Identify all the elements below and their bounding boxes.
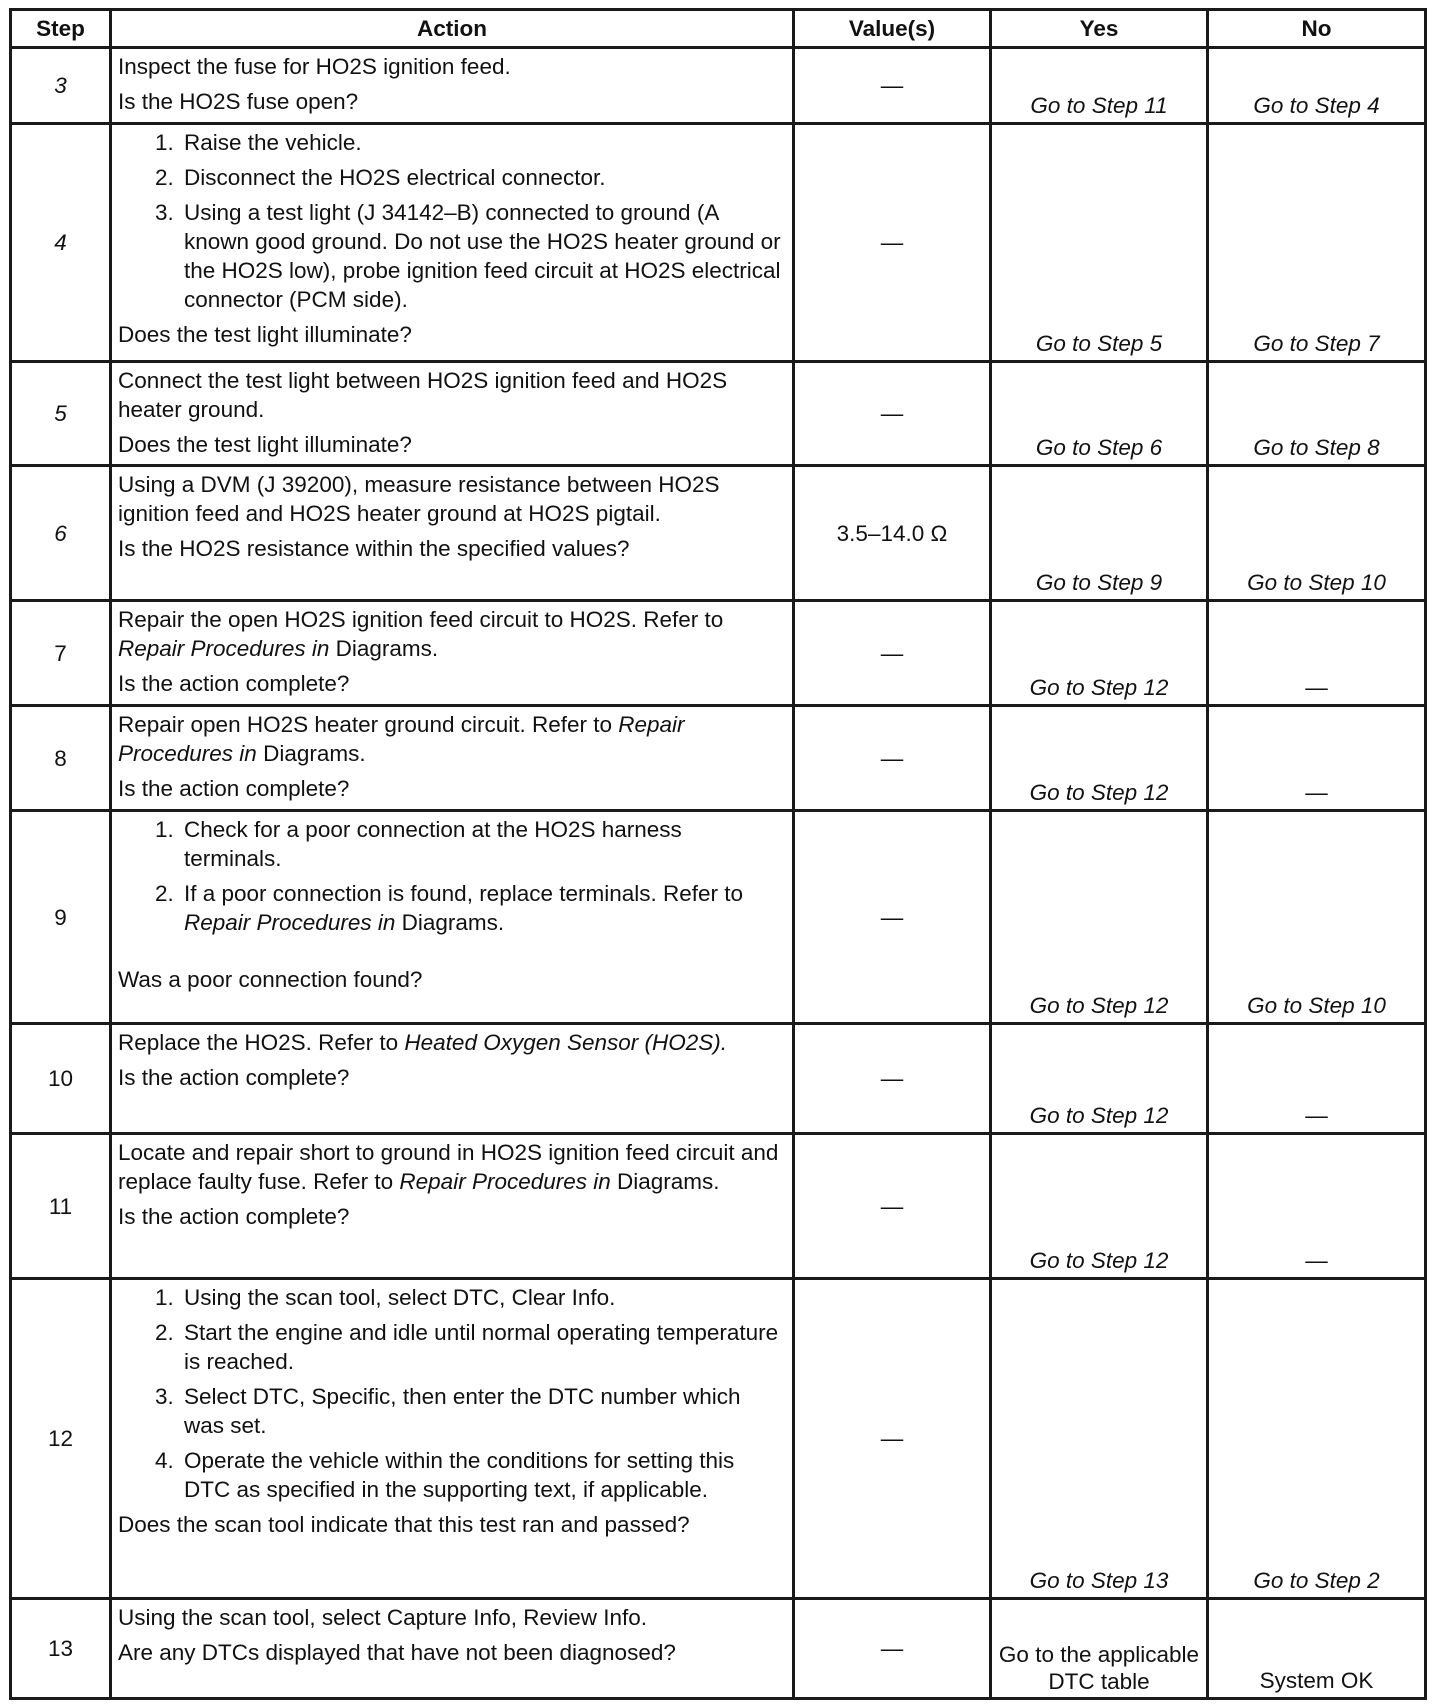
no-cell: — — [1208, 601, 1426, 706]
list-item — [180, 879, 784, 937]
action-text — [118, 1028, 784, 1057]
table-row — [11, 601, 1426, 706]
header-values: Value(s) — [794, 10, 991, 48]
yes-cell: Go to Step 12 — [991, 1134, 1208, 1279]
action-cell — [111, 601, 794, 706]
action-text: Inspect the fuse for HO2S ignition feed. — [118, 54, 511, 79]
no-cell: System OK — [1208, 1599, 1426, 1699]
table-row — [11, 123, 1426, 361]
reference-link-text: Heated Oxygen Sensor (HO2S). — [404, 1030, 728, 1055]
no-cell: — — [1208, 1024, 1426, 1134]
yes-cell: Go to Step 12 — [991, 811, 1208, 1024]
reference-link-text: Repair Procedures in — [118, 712, 685, 767]
value-text: — — [880, 1066, 904, 1092]
action-list — [118, 1283, 784, 1504]
header-yes: Yes — [991, 10, 1208, 48]
action-question: Is the action complete? — [118, 1204, 350, 1230]
action-cell — [111, 1279, 794, 1599]
list-item-text: Diagrams. — [395, 910, 505, 936]
header-action: Action — [111, 10, 794, 48]
no-cell: Go to Step 10 — [1208, 811, 1426, 1024]
step-number: 12 — [11, 1279, 111, 1599]
step-number: 4 — [11, 123, 111, 361]
value-cell — [794, 1134, 991, 1279]
action-text-part: Diagrams. — [610, 1169, 720, 1195]
header-step: Step — [11, 10, 111, 48]
action-cell — [111, 466, 794, 601]
list-item: 4. Operate the vehicle within the conditions for setting this DTC as specified in the supporting text, if applicable. — [180, 1446, 784, 1504]
value-text: — — [880, 745, 904, 771]
yes-cell: Go to Step 11 — [991, 48, 1208, 124]
list-item: 1. Using the scan tool, select DTC, Clear Info. — [180, 1283, 784, 1312]
value-cell — [794, 123, 991, 361]
list-item: 2. Start the engine and idle until normal operating temperature is reached. — [180, 1318, 784, 1376]
reference-link-text: Repair Procedures in — [184, 910, 396, 936]
no-cell: — — [1208, 706, 1426, 811]
action-text: Connect the test light between HO2S ignition feed and HO2S heater ground. — [118, 367, 728, 422]
value-cell — [794, 1599, 991, 1699]
value-cell — [794, 811, 991, 1024]
action-cell — [111, 706, 794, 811]
value-cell — [794, 361, 991, 466]
step-number: 11 — [11, 1134, 111, 1279]
action-text: Using a DVM (J 39200), measure resistance between HO2S ignition feed and HO2S heater ground at HO2S pigtail. — [118, 472, 720, 527]
table-row — [11, 811, 1426, 1024]
action-list — [118, 128, 784, 314]
value-cell — [794, 1279, 991, 1599]
list-item-text: If a poor connection is found, replace terminals. Refer to — [184, 881, 744, 907]
yes-cell: Go to Step 9 — [991, 466, 1208, 601]
action-question: Does the scan tool indicate that this test ran and passed? — [118, 1512, 690, 1538]
action-cell — [111, 48, 794, 124]
reference-link-text: Repair Procedures in — [399, 1169, 611, 1195]
list-item: 1. Raise the vehicle. — [180, 128, 784, 157]
reference-link-text: Repair Procedures in — [118, 636, 330, 662]
action-question: Does the test light illuminate? — [118, 431, 412, 457]
action-text-part: Repair the open HO2S ignition feed circuit to HO2S. Refer to — [118, 607, 724, 633]
no-cell: Go to Step 2 — [1208, 1279, 1426, 1599]
no-cell: — — [1208, 1134, 1426, 1279]
step-number: 3 — [11, 48, 111, 124]
header-row — [11, 10, 1426, 48]
value-cell — [794, 706, 991, 811]
value-text: — — [880, 401, 904, 426]
yes-cell: Go to Step 12 — [991, 601, 1208, 706]
step-number: 10 — [11, 1024, 111, 1134]
list-item: 3. Select DTC, Specific, then enter the DTC number which was set. — [180, 1382, 784, 1440]
list-item: 2. Disconnect the HO2S electrical connector. — [180, 163, 784, 192]
value-cell — [794, 1024, 991, 1134]
step-number: 6 — [11, 466, 111, 601]
action-text-part: Locate and repair short to ground in HO2S ignition feed circuit and replace faulty fuse. Refer to — [118, 1140, 779, 1195]
value-cell — [794, 466, 991, 601]
action-question: Was a poor connection found? — [118, 967, 423, 993]
no-cell: Go to Step 4 — [1208, 48, 1426, 124]
action-cell — [111, 361, 794, 466]
step-number: 9 — [11, 811, 111, 1024]
yes-cell: Go to Step 12 — [991, 1024, 1208, 1134]
value-text: — — [880, 640, 904, 666]
yes-cell: Go to the applicable DTC table — [991, 1599, 1208, 1699]
action-question: Is the action complete? — [118, 671, 350, 697]
value-cell — [794, 601, 991, 706]
no-cell: Go to Step 10 — [1208, 466, 1426, 601]
action-question: Does the test light illuminate? — [118, 321, 412, 347]
action-text — [118, 605, 784, 663]
yes-cell: Go to Step 13 — [991, 1279, 1208, 1599]
action-question: Are any DTCs displayed that have not been diagnosed? — [118, 1640, 676, 1666]
action-text — [118, 1138, 784, 1196]
no-cell: Go to Step 7 — [1208, 123, 1426, 361]
action-question: Is the HO2S resistance within the specified values? — [118, 536, 630, 562]
table-row — [11, 361, 1426, 466]
action-text-part: Repair open HO2S heater ground circuit. Refer to — [118, 712, 619, 738]
value-text: — — [880, 1636, 904, 1662]
list-item: 3. Using a test light (J 34142–B) connected to ground (A known good ground. Do not use the HO2S heater ground or the HO2S low), probe ignition feed circuit at HO2S electrical connector (PCM side). — [180, 198, 784, 314]
table-row — [11, 1599, 1426, 1699]
spacer — [118, 943, 784, 965]
action-question: Is the action complete? — [118, 776, 350, 802]
value-text: — — [880, 1426, 904, 1452]
action-text-part: Diagrams. — [329, 636, 439, 662]
action-cell — [111, 1599, 794, 1699]
action-text — [118, 710, 784, 768]
action-cell — [111, 1134, 794, 1279]
action-cell — [111, 811, 794, 1024]
yes-cell: Go to Step 6 — [991, 361, 1208, 466]
action-cell — [111, 1024, 794, 1134]
action-list — [118, 815, 784, 937]
action-question: Is the action complete? — [118, 1065, 350, 1090]
table-row — [11, 1024, 1426, 1134]
value-cell — [794, 48, 991, 124]
table-row — [11, 706, 1426, 811]
no-cell: Go to Step 8 — [1208, 361, 1426, 466]
action-text-part: Diagrams. — [256, 741, 366, 767]
table-row — [11, 1134, 1426, 1279]
action-text: Using the scan tool, select Capture Info, Review Info. — [118, 1605, 648, 1631]
value-text: — — [880, 229, 904, 255]
step-number: 13 — [11, 1599, 111, 1699]
step-number: 8 — [11, 706, 111, 811]
table-row — [11, 466, 1426, 601]
value-text: — — [880, 904, 904, 930]
diagnostic-table — [9, 8, 1427, 1700]
step-number: 7 — [11, 601, 111, 706]
table-row — [11, 48, 1426, 124]
step-number: 5 — [11, 361, 111, 466]
value-text: 3.5–14.0 Ω — [836, 520, 948, 546]
list-item: 1. Check for a poor connection at the HO2S harness terminals. — [180, 815, 784, 873]
table-row — [11, 1279, 1426, 1599]
header-no: No — [1208, 10, 1426, 48]
value-text: — — [880, 1193, 904, 1219]
yes-cell: Go to Step 5 — [991, 123, 1208, 361]
yes-cell: Go to Step 12 — [991, 706, 1208, 811]
action-cell — [111, 123, 794, 361]
value-text: — — [880, 72, 904, 98]
action-question: Is the HO2S fuse open? — [118, 89, 359, 114]
action-text-part: Replace the HO2S. Refer to — [118, 1030, 405, 1055]
